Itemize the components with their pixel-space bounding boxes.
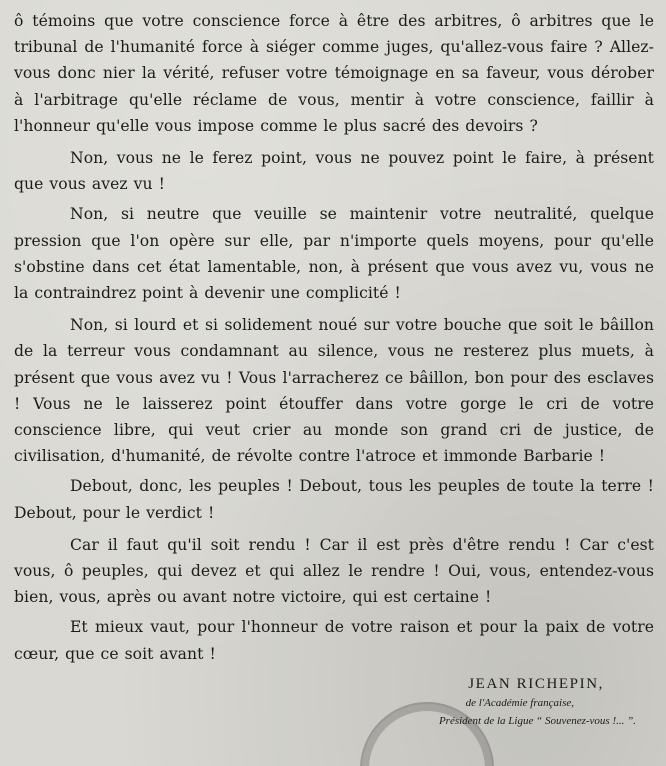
paragraph-1: ô témoins que votre conscience force à être des arbitres, ô arbitres que le tribunal de l'humanité force à siéger comme juges, qu'allez-vous faire ? Allez-vous donc nier la vérité, refuser votre témoignage en sa faveur, vous dérober à l'arbitrage qu'elle réclame de vous, mentir à votre conscience, faillir à l'honneur qu'elle vous impose comme le plus sacré des devoirs ? xyxy=(14,12,654,135)
paragraph-3: Non, si neutre que veuille se maintenir votre neutralité, quelque pression que l'on opère sur elle, par n'importe quels moyens, pour qu'elle s'obstine dans cet état lamentable, non, à présent que vous avez vu, vous ne la contraindrez point à devenir une complicité ! xyxy=(14,205,654,303)
paragraph-2: Non, vous ne le ferez point, vous ne pouvez point le faire, à présent que vous avez vu ! xyxy=(14,149,654,194)
signature-block xyxy=(0,668,666,748)
signature-title: Président de la Ligue “ Souvenez-vous !... ”. xyxy=(438,715,636,727)
paragraph-6: Car il faut qu'il soit rendu ! Car il est près d'être rendu ! Car c'est vous, ô peuples, qui devez et qui allez le rendre ! Oui, vous, entendez-vous bien, vous, après ou avant notre victoire, qui est certaine ! xyxy=(14,535,654,607)
paragraph-5: Debout, donc, les peuples ! Debout, tous les peuples de toute la terre ! Debout, pour le verdict ! xyxy=(14,477,654,522)
document-page xyxy=(14,8,654,764)
paragraph-4: Non, si lourd et si solidement noué sur votre bouche que soit le bâillon de la terreur vous condamnant au silence, vous ne resterez plus muets, à présent que vous avez vu ! Vous l'arracherez ce bâillon, bon pour des esclaves ! Vous ne le laisserez point étouffer dans votre gorge le cri de votre conscience libre, qui veut crier au monde son grand cri de justice, de civilisation, d'humanité, de révolte contre l'atroce et immonde Barbarie ! xyxy=(14,316,654,466)
signature-academy: de l'Académie française, xyxy=(465,697,574,709)
signature-name: JEAN RICHEPIN, xyxy=(468,676,604,692)
paragraph-7: Et mieux vaut, pour l'honneur de votre raison et pour la paix de votre cœur, que ce soit avant ! xyxy=(14,618,654,663)
